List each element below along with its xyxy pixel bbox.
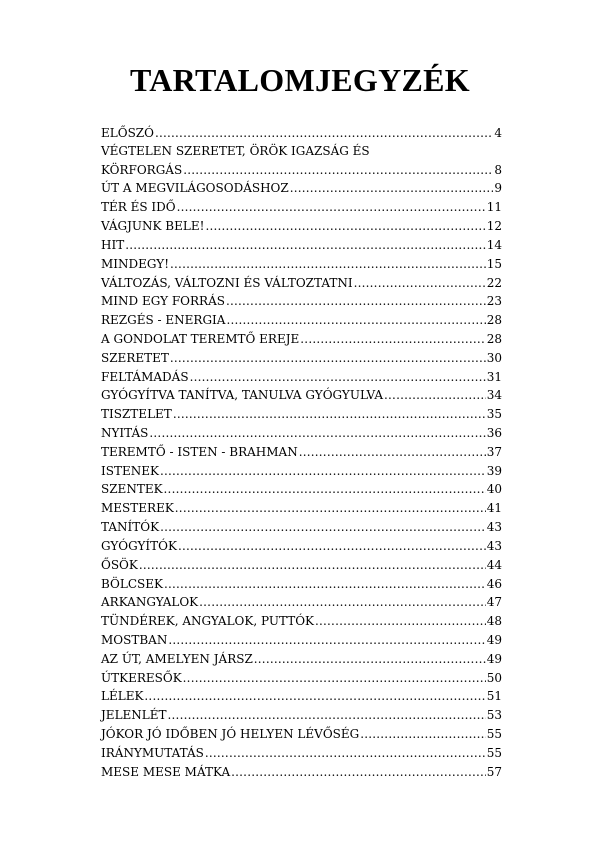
toc-entry [101,121,502,140]
toc-page-number: 12 [486,219,502,234]
toc-entry-title: ÚTKERESŐK [101,670,182,685]
toc-entry [101,572,502,591]
dot-leader [354,276,486,290]
toc-entry [101,628,502,647]
toc-entry-title: VÉGTELEN SZERETET, ÖRÖK IGAZSÁG ÉS [101,143,370,158]
toc-entry-title: TÉR ÉS IDŐ [101,200,176,215]
toc-entry-title: FELTÁMADÁS [101,369,189,384]
toc-entry [101,591,502,610]
dot-leader [300,332,485,346]
toc-page-number: 41 [486,501,502,516]
dot-leader [125,238,486,252]
toc-entry-title: VÁGJUNK BELE! [101,219,205,234]
toc-page-number: 35 [486,407,502,422]
toc-entry-title: MIND EGY FORRÁS [101,294,225,309]
toc-entry [101,177,502,196]
dot-leader [139,558,486,572]
toc-page-number: 31 [486,369,502,384]
dot-leader [226,313,485,327]
toc-entry [101,158,502,177]
toc-page-number: 43 [486,520,502,535]
toc-page-number: 50 [486,670,502,685]
toc-page-number: 51 [486,689,502,704]
toc-entry [101,741,502,760]
toc-entry [101,384,502,403]
dot-leader [226,294,486,308]
toc-entry [101,666,502,685]
toc-entry-title: GYÓGYÍTVA TANÍTVA, TANULVA GYÓGYULVA [101,388,384,403]
toc-entry-title: TANÍTÓK [101,520,160,535]
dot-leader [144,689,485,703]
toc-page-number: 11 [486,200,502,215]
toc-entry-title: BÖLCSEK [101,576,163,591]
toc-entry-title: REZGÉS - ENERGIA [101,313,226,328]
toc-page-number: 30 [486,350,502,365]
dot-leader [231,765,486,779]
toc-entry [101,195,502,214]
toc-page-number: 22 [486,275,502,290]
dot-leader [178,539,486,553]
toc-page-number: 14 [486,237,502,252]
toc-page-number: 43 [486,538,502,553]
toc-entry [101,760,502,779]
dot-leader [290,181,494,195]
toc-page-number: 39 [486,463,502,478]
dot-leader [164,482,486,496]
toc-page-number: 23 [486,294,502,309]
toc-entry-title: JÓKOR JÓ IDŐBEN JÓ HELYEN LÉVŐSÉG [101,727,360,741]
toc-entry-title: ŐSÖK [101,557,138,572]
toc-page-number: 37 [486,444,502,459]
toc-entry [101,290,502,309]
toc-entry-title: NYITÁS [101,426,149,440]
toc-page-number: 4 [494,125,502,140]
toc-entry [101,421,502,440]
dot-leader [190,370,486,384]
page-title: TARTALOMJEGYZÉK [130,62,470,98]
toc-entry [101,327,502,346]
toc-entry [101,271,502,290]
toc-entry [101,609,502,628]
toc-page-number: 44 [486,557,502,572]
dot-leader [168,708,486,722]
dot-leader [160,464,486,478]
toc-page-number: 49 [486,632,502,647]
toc-entry [101,252,502,271]
toc-page-number: 57 [486,764,502,779]
toc-page-number: 28 [486,313,502,328]
toc-entry [101,346,502,365]
toc-entry-title: KÖRFORGÁS [101,162,183,177]
toc-page-number: 46 [486,576,502,591]
toc-entry [101,214,502,233]
toc-page-number: 48 [486,614,502,629]
toc-entry [101,515,502,534]
toc-entry [101,459,502,478]
toc-entry-title: MOSTBAN [101,632,168,647]
dot-leader [175,501,486,515]
toc-entry-title: MINDEGY! [101,256,170,271]
toc-entry-title: TEREMTŐ - ISTEN - BRAHMAN [101,444,298,459]
toc-entry [101,478,502,497]
toc-entry-title: JELENLÉT [101,708,167,723]
toc-entry-title: A GONDOLAT TEREMTŐ EREJE [101,331,300,346]
toc-entry [101,440,502,459]
toc-page-number: 55 [486,745,502,760]
dot-leader [199,595,486,609]
toc-entry-title: AZ ÚT, AMELYEN JÁRSZ [101,651,253,666]
toc-entry-title: ÚT A MEGVILÁGOSODÁSHOZ [101,181,289,196]
dot-leader [160,520,486,534]
toc-entry [101,365,502,384]
dot-leader [149,426,485,440]
toc-entry-title: HIT [101,237,125,252]
dot-leader [384,388,486,402]
dot-leader [360,727,486,741]
toc-entry-title: SZENTEK [101,482,163,497]
toc-entry-title: SZERETET [101,350,169,365]
toc-page-number: 9 [494,181,502,196]
dot-leader [315,614,486,628]
toc-entry-title: TÜNDÉREK, ANGYALOK, PUTTÓK [101,614,314,629]
toc-entry-title-line [101,140,502,158]
toc-page-number: 55 [486,727,502,741]
toc-entry [101,722,502,741]
dot-leader [173,407,486,421]
toc-entry-title: GYÓGYÍTÓK [101,538,177,553]
dot-leader [183,671,486,685]
dot-leader [155,126,493,140]
dot-leader [170,257,486,271]
dot-leader [183,163,493,177]
toc-page-number: 8 [494,162,502,177]
toc-entry [101,647,502,666]
dot-leader [205,219,485,233]
toc-entry-title: ELŐSZÓ [101,125,154,140]
toc-page-number: 34 [486,388,502,403]
toc-page-number: 47 [486,595,502,610]
dot-leader [177,200,486,214]
toc-entry [101,703,502,722]
toc-entry [101,308,502,327]
toc-page-number: 15 [486,256,502,271]
dot-leader [299,445,486,459]
dot-leader [170,351,486,365]
toc-page-number: 53 [486,708,502,723]
dot-leader [254,652,486,666]
toc-entry-title: ARKANGYALOK [101,595,199,610]
dot-leader [168,633,485,647]
toc-entry-title: TISZTELET [101,407,172,422]
toc-page-number: 40 [486,482,502,497]
toc-entry-title: VÁLTOZÁS, VÁLTOZNI ÉS VÁLTOZTATNI [101,275,353,290]
toc-entry-title: MESE MESE MÁTKA [101,764,231,779]
toc-entry [101,402,502,421]
toc-entry-title: IRÁNYMUTATÁS [101,745,204,760]
dot-leader [205,746,486,760]
toc-entry [101,496,502,515]
toc-entry-title: LÉLEK [101,689,144,704]
toc-entry-title: MESTEREK [101,501,174,516]
toc-entry [101,685,502,704]
toc-entry-title: ISTENEK [101,463,159,478]
toc-entry [101,534,502,553]
toc-entry [101,553,502,572]
table-of-contents [101,121,502,779]
toc-page-number: 36 [486,426,502,440]
toc-page-number: 49 [486,651,502,666]
dot-leader [164,577,486,591]
toc-page-number: 28 [486,331,502,346]
toc-entry [101,233,502,252]
